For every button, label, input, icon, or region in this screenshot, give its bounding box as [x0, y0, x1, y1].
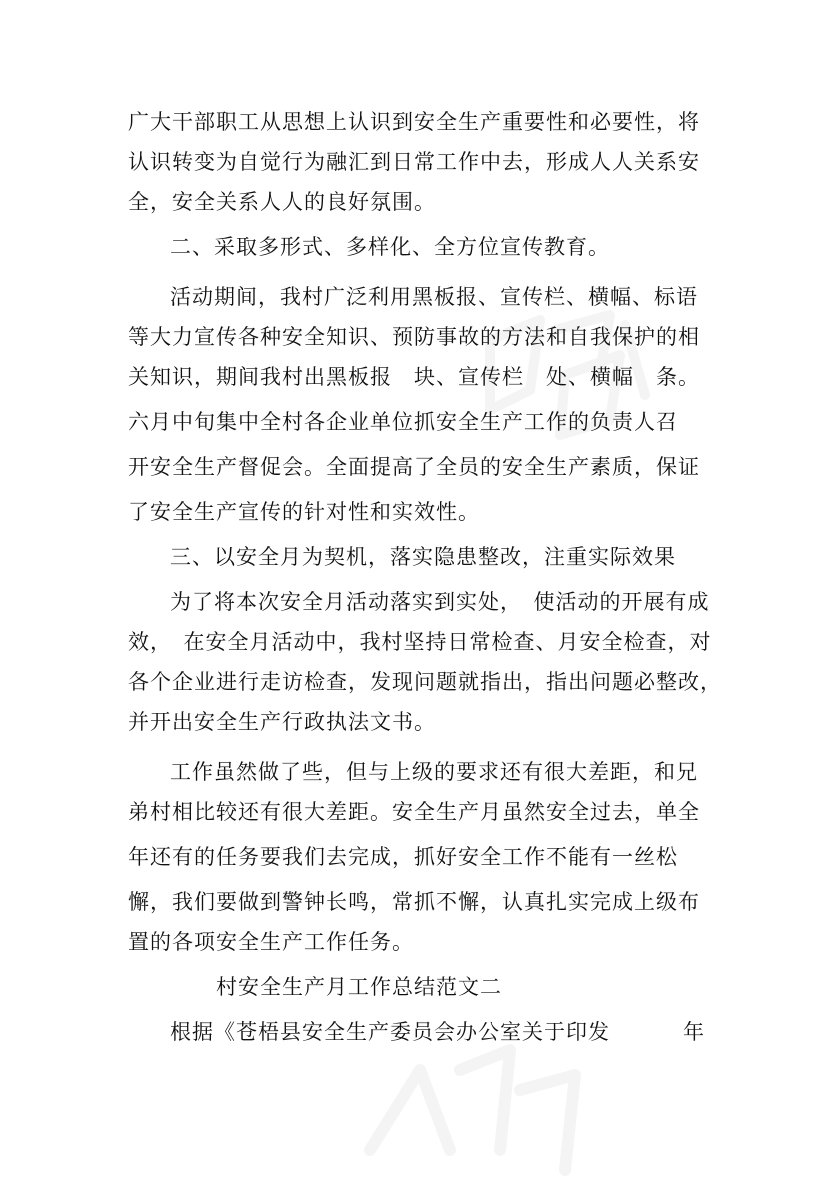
document-title-2: 村安全生产月工作总结范文二 — [216, 975, 502, 999]
paragraph-1-line-2: 认识转变为自觉行为融汇到日常工作中去，形成人人关系安 — [128, 150, 700, 174]
paragraph-5-year: 年 — [683, 1020, 704, 1044]
paragraph-3-line-3: 各个企业进行走访检查，发现问题就指出，指出问题必整改， — [128, 670, 722, 694]
paragraph-3-line-4: 并开出安全生产行政执法文书。 — [128, 710, 436, 734]
paragraph-1-line-1: 广大干部职工从思想上认识到安全生产重要性和必要性，将 — [128, 110, 700, 134]
paragraph-2-line-1: 活动期间，我村广泛利用黑板报、宣传栏、横幅、标语 — [170, 285, 698, 309]
paragraph-2-line-2: 等大力宣传各种安全知识、预防事故的方法和自我保护的相 — [128, 325, 700, 349]
paragraph-4-line-4: 懈，我们要做到警钟长鸣，常抓不懈，认真扎实完成上级布 — [128, 890, 700, 914]
paragraph-5-line-1: 根据《苍梧县安全生产委员会办公室关于印发 — [170, 1020, 610, 1044]
section-heading-3: 三、以安全月为契机，落实隐患整改，注重实际效果 — [170, 545, 676, 569]
paragraph-4-line-3: 年还有的任务要我们去完成，抓好安全工作不能有一丝松 — [128, 845, 678, 869]
paragraph-1-line-3: 全，安全关系人人的良好氛围。 — [128, 190, 436, 214]
paragraph-3-line-2: 效， 在安全月活动中，我村坚持日常检查、月安全检查，对 — [128, 630, 712, 654]
paragraph-4-line-5: 置的各项安全生产工作任务。 — [128, 930, 414, 954]
paragraph-2-line-4: 六月中旬集中全村各企业单位抓安全生产工作的负责人召 — [128, 410, 678, 434]
watermark-logo-mark — [340, 1030, 600, 1180]
paragraph-4-line-2: 弟村相比较还有很大差距。安全生产月虽然安全过去，单全 — [128, 800, 700, 824]
paragraph-2-line-5: 开安全生产督促会。全面提高了全员的安全生产素质，保证 — [128, 455, 700, 479]
paragraph-2-line-3: 关知识，期间我村出黑板报 块、宣传栏 处、横幅 条。 — [128, 365, 700, 389]
paragraph-2-line-6: 了安全生产宣传的针对性和实效性。 — [128, 500, 480, 524]
paragraph-4-line-1: 工作虽然做了些，但与上级的要求还有很大差距，和兄 — [170, 760, 698, 784]
paragraph-3-line-1: 为了将本次安全月活动落实到实处， 使活动的开展有成 — [170, 590, 710, 614]
section-heading-2: 二、采取多形式、多样化、全方位宣传教育。 — [170, 235, 610, 259]
